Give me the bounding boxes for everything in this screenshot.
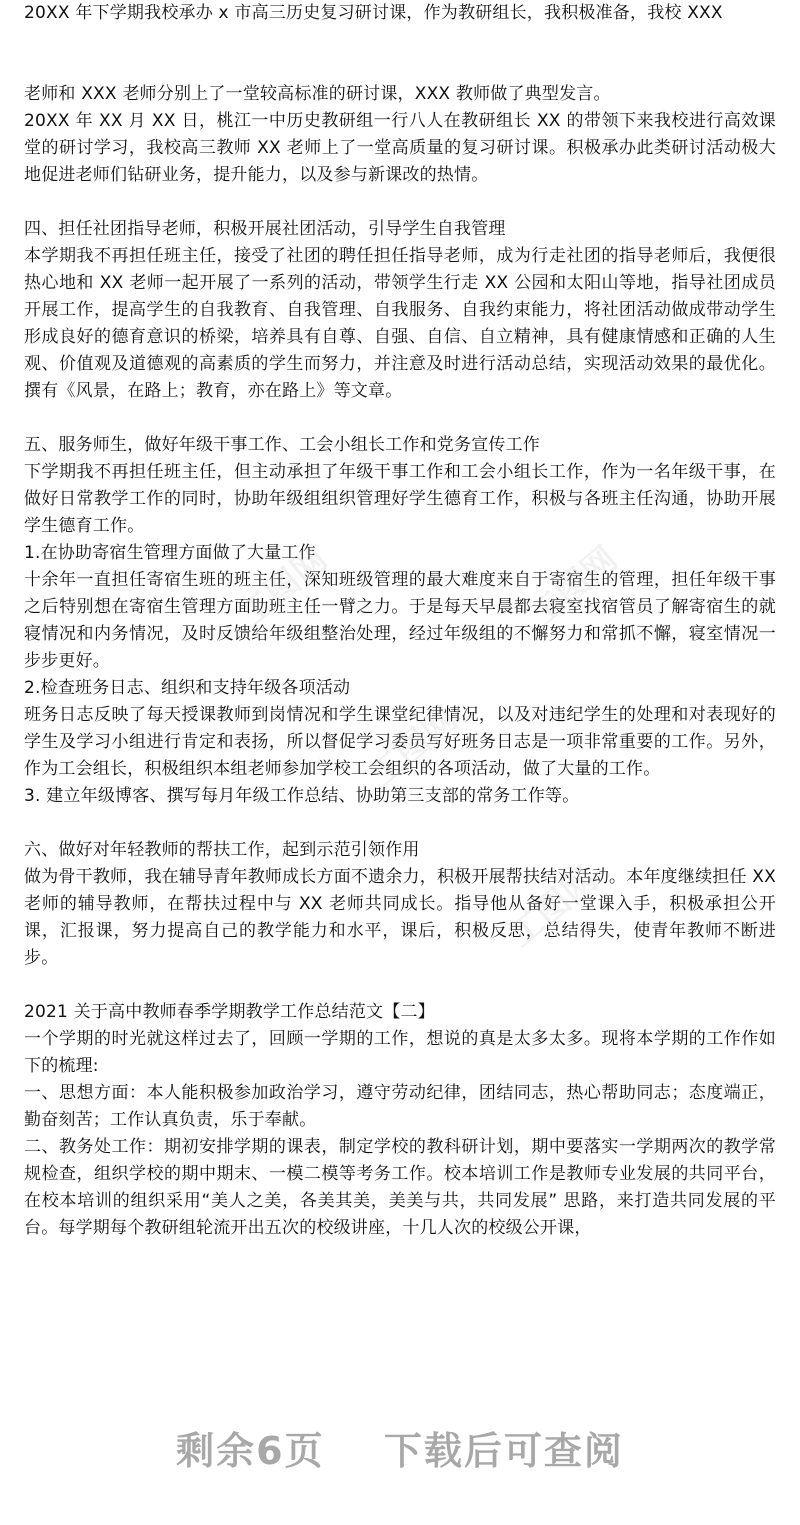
paragraph-5-1: 十余年一直担任寄宿生班的班主任，深知班级管理的最大难度来自于寄宿生的管理，担任年级干事之后特别想在寄宿生管理方面助班主任一臂之力。于是每天早晨都去寝室找宿管员了解寄宿生的就寝情况和内务情况，及时反馈给年级组整治处理，经过年级组的不懈努力和常抓不懈，寝室情况一步步更好。 [24,570,776,671]
section-heading-4: 四、担任社团指导老师，积极开展社团活动，引导学生自我管理 [24,219,506,239]
watermark-text: 工图网 [361,699,466,796]
blank-gap [24,972,776,999]
paragraph-top-line: 20XX 年下学期我校承办 x 市高三历史复习研讨课，作为教研组长，我积极准备，我校 XXX [24,3,723,23]
paragraph-4: 本学期我不再担任班主任，接受了社团的聘任担任指导老师，成为行走社团的指导老师后，我便很热心地和 XX 老师一起开展了一系列的活动，带领学生行走 XX 公园和太阳山等地，指导社团成员开展工作，提高学生的自我教育、自我管理、自我服务、自我约束能力，将社团活动做成带动学生形成良好的德育意识的桥梁，培养具有自尊、自强、自信、自立精神，具有健康情感和正确的人生观、价值观及道德观的高素质的学生而努力，并注意及时进行活动总结，实现活动效果的最优化。撰有《风景，在路上；教育，亦在路上》等文章。 [24,246,776,401]
paragraph-2: 20XX 年 XX 月 XX 日，桃江一中历史教研组一行八人在教研组长 XX 的带领下来我校进行高效课堂的研讨学习，我校高三教师 XX 老师上了一堂高质量的复习研讨课。积极承办此类研讨活动极大地促进老师们钻研业务，提升能力，以及参与新课改的热情。 [24,111,776,185]
download-prompt-banner[interactable] [0,1420,800,1480]
article-title-2: 2021 关于高中教师春季学期教学工作总结范文【二】 [24,1002,435,1022]
subheading-5-1: 1.在协助寄宿生管理方面做了大量工作 [24,543,316,563]
blank-gap [24,189,776,216]
paragraph-thought: 一、思想方面：本人能积极参加政治学习，遵守劳动纪律，团结同志，热心帮助同志；态度端正，勤奋刻苦；工作认真负责，乐于奉献。 [24,1083,776,1130]
watermark-text: 工图网 [521,539,626,636]
paragraph-6: 做为骨干教师，我在辅导青年教师成长方面不遗余力，积极开展帮扶结对活动。本年度继续担任 XX 老师的辅导教师，在帮扶过程中与 XX 老师共同成长。指导他从备好一堂课入手，积极承担公开课，汇报课，努力提高自己的教学能力和水平，课后，积极反思，总结得失，使青年教师不断进步。 [24,867,776,968]
section-heading-6: 六、做好对年轻教师的帮扶工作，起到示范引领作用 [24,840,420,860]
paragraph-5-2: 班务日志反映了每天授课教师到岗情况和学生课堂纪律情况，以及对违纪学生的处理和对表现好的学生及学习小组进行肯定和表扬，所以督促学习委员写好班务日志是一项非常重要的工作。另外，作为工会组长，积极组织本组老师参加学校工会组织的各项活动，做了大量的工作。 [24,705,776,779]
subheading-5-2: 2.检查班务日志、组织和支持年级各项活动 [24,678,351,698]
download-to-view-text[interactable]: 下载后可查阅 [383,1429,624,1473]
paragraph-intro-2: 一个学期的时光就这样过去了，回顾一学期的工作，想说的真是太多太多。现将本学期的工作作如下的梳理: [24,1029,776,1076]
subheading-5-3: 3. 建立年级博客、撰写每月年级工作总结、协助第三支部的常务工作等。 [24,786,580,806]
remaining-pages-text[interactable]: 剩余6页 [176,1429,325,1473]
section-heading-5: 五、服务师生，做好年级干事工作、工会小组长工作和党务宣传工作 [24,435,540,455]
blank-gap [24,27,776,81]
paragraph-5: 下学期我不再担任班主任，但主动承担了年级干事工作和工会小组长工作，作为一名年级干事，在做好日常教学工作的同时，协助年级组组织管理好学生德育工作，积极与各班主任沟通，协助开展学生德育工作。 [24,462,776,536]
blank-gap [24,810,776,837]
paragraph-1: 老师和 XXX 老师分别上了一堂较高标准的研讨课，XXX 教师做了典型发言。 [24,84,611,104]
document-body [24,0,776,1242]
paragraph-academic-affairs: 二、教务处工作：期初安排学期的课表，制定学校的教科研计划，期中要落实一学期两次的教学常规检查，组织学校的期中期末、一模二模等考务工作。校本培训工作是教师专业发展的共同平台，在校本培训的组织采用“美人之美，各美其美，美美与共，共同发展” 思路，来打造共同发展的平台。每学期每个教研组轮流开出五次的校级讲座，十几人次的校级公开课， [24,1137,776,1238]
watermark-text: 工图网 [231,539,336,636]
blank-gap [24,405,776,432]
watermark-text: 工图网 [501,859,606,956]
